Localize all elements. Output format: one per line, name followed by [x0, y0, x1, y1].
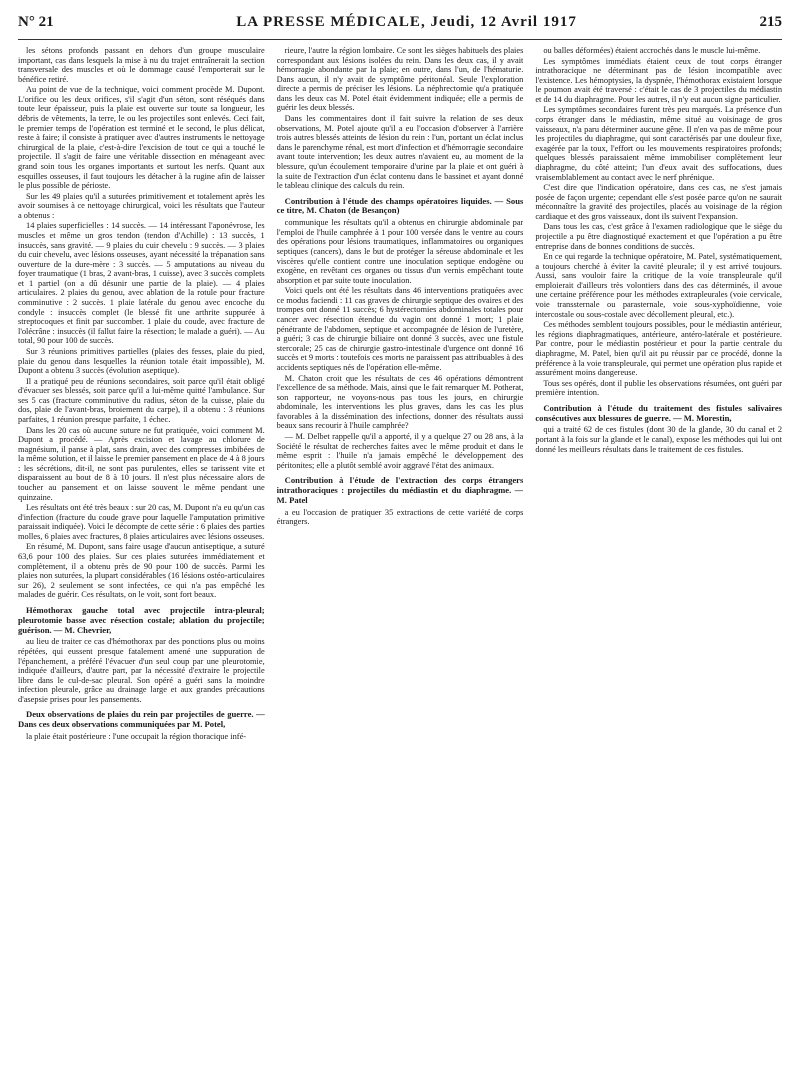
- paragraph: Dans les commentaires dont il fait suivre la relation de ses deux observations, M. Potel ajoute qu'il a eu l'occasion d'observer à l'arrière trois autres blessés atteints de lésion du rein : l'un, portant un éclat inclus dans le parenchyme rénal, est mort d'infection et d'hémorragie secondaire avant toute intervention; les deux autres n'avaient eu, au moment de la blessure, qu'un écoulement temporaire d'urine par la plaie et ont guéri à la suite de l'extraction d'un éclat contenu dans le bassinet et ayant donné le tableau clinique des calculs du rein.: [276, 114, 524, 191]
- column-2: [277, 46, 524, 1074]
- paragraph: les sétons profonds passant en dehors d'un groupe musculaire important, cas dans lesquels la mise à nu du trajet entraînerait la section transversale des muscles et où le dommage causé l'emporterait sur le bénéfice retiré.: [18, 46, 265, 84]
- paragraph: communique les résultats qu'il a obtenus en chirurgie abdominale par l'emploi de l'huile camphrée à 1 pour 100 versée dans le ventre au cours des opérations pour lésions traumatiques, inflammatoires ou organiques septiques (cancers), dans le but de protéger la séreuse abdominale et les viscères qu'elle contient contre une inoculation septique endogène ou exogène, en revêtant ces organes ou tissus d'un vernis empêchant toute absorption et par suite toute inoculation.: [276, 218, 524, 285]
- paragraph: C'est dire que l'indication opératoire, dans ces cas, ne s'est jamais posée de façon urgente; cependant elle s'est posée parce qu'on ne saurait méconnaître la gravité des projectiles, placés au voisinage de la région cardiaque et des gros vaisseaux, dont ils suivent l'expansion.: [535, 183, 782, 221]
- masthead-title: LA PRESSE MÉDICALE, Jeudi, 12 Avril 1917: [236, 14, 577, 30]
- paragraph: ou balles déformées) étaient accrochés dans le muscle lui-même.: [543, 46, 761, 55]
- paragraph: Ces méthodes semblent toujours possibles, pour le médiastin antérieur, les régions diaphragmatiques, antérieure, antéro-latérale et postérieure. Par contre, pour le médiastin postérieur et pour la partie centrale du diaphragme, M. Patel, bien qu'il ait pu réussir par ce procédé, donne la préférence à la voie transpleurale, qui permet une opération plus rapide et assurément moins dangereuse.: [535, 320, 782, 378]
- section-heading: Contribution à l'étude du traitement des fistules salivaires consécutives aux blessures de guerre. — M. Morestin,: [535, 402, 782, 423]
- paragraph: la plaie était postérieure : l'une occupait la région thoracique infé-: [26, 731, 247, 741]
- page-number: 215: [759, 14, 782, 30]
- paragraph: Tous ses opérés, dont il publie les observations résumées, ont guéri par première intention.: [535, 378, 782, 398]
- section-heading: Deux observations de plaies du rein par projectiles de guerre. — Dans ces deux observations communiquées par M. Potel,: [18, 709, 265, 730]
- paragraph: Au point de vue de la technique, voici comment procède M. Dupont. L'orifice ou les deux orifices, s'il s'agit d'un séton, sont réséqués dans toute leur épaisseur, puis la plaie est ouverte sur toute sa longueur, les débris de vêtements, la terre, le ou les projectiles sont enlevés. Ceci fait, le premier temps de l'opération est terminé et le second, le plus délicat, reste à faire; il consiste à pratiquer avec d'autres instruments le nettoyage chirurgical de la plaie, c'est-à-dire l'excision de tout ce qui a touché le projectile. Il s'agit de faire une véritable dissection en ménageant avec grand soin tous les organes importants et surtout les nerfs. Quant aux esquilles osseuses, il faut toujours les détacher à la rugine afin de laisser le plus possible de périoste.: [18, 85, 265, 191]
- paragraph: Les symptômes immédiats étaient ceux de tout corps étranger intrathoracique ne déterminant pas de lésion incompatible avec l'existence. Les hémoptysies, la dyspnée, l'hémothorax existaient lorsque le poumon avait été traversé : c'était le cas de 3 projectiles du médiastin et de 14 du diaphragme. Pour les autres, il n'y eut aucun signe particulier.: [535, 56, 782, 104]
- paragraph: au lieu de traiter ce cas d'hémothorax par des ponctions plus ou moins répétées, qui eussent presque fatalement amené une suppuration de l'épanchement, a préféré l'évacuer d'un seul coup par une pleurotomie, indiquée d'ailleurs, d'autre part, par la nécessité d'extraire le projectile libre dans le cul-de-sac pleural. Son opéré a guéri sans la moindre infection pleurale, grâce au drainage large et aux grandes précautions d'asepsie prises pour les pansements.: [18, 637, 265, 704]
- section-heading: Contribution à l'étude de l'extraction des corps étrangers intrathoraciques : projectiles du médiastin et du diaphragme. — M. Patel: [276, 475, 524, 505]
- paragraph: Dans tous les cas, c'est grâce à l'examen radiologique que le siège du projectile a pu être diagnostiqué exactement et que l'opération a pu être entreprise dans de bonnes conditions de succès.: [535, 222, 782, 251]
- section-heading: Contribution à l'étude des champs opératoires liquides. — Sous ce titre, M. Chaton (de Besançon): [276, 195, 524, 216]
- paragraph: 14 plaies superficielles : 14 succès. — 14 intéressant l'aponévrose, les muscles et même un gros tendon (tendon d'Achille) : 13 succès, 1 insuccès, sans gravité. — 9 plaies du cuir chevelu : 9 succès. — 3 plaies du cuir chevelu, avec lésions osseuses, ayant nécessité la trépanation sans ouverture de la dure-mère : 3 succès. — 5 amputations au niveau du foyer traumatique (1 bras, 2 avant-bras, 1 cuisse), avec 3 succès complets et 1 partiel (on a dû désunir une partie de la plaie). — 4 plaies articulaires. 2 plaies du genou, avec ablation de la rotule pour fracture comminutive : 2 succès. 1 plaie latérale du genou avec encoche du condyle : insuccès complet (le blessé fit une arthrite suppurée à streptocoques et finit par succomber. 1 plaie du coude, avec fracture de l'olécrâne : insuccès (il fallut faire la résection; le malade a guéri). — Au total, 90 pour 100 de succès.: [18, 221, 265, 346]
- column-1: [18, 46, 265, 1074]
- section-heading: Hémothorax gauche total avec projectile intra-pleural; pleurotomie basse avec résection costale; ablation du projectile; guérison. — M. Chevrier,: [18, 604, 265, 635]
- paragraph: Sur les 49 plaies qu'il a suturées primitivement et totalement après les avoir soumises à ce nettoyage chirurgical, voici les résultats que l'auteur a obtenus :: [18, 191, 265, 220]
- page-header: [18, 14, 782, 40]
- paragraph: Il a pratiqué peu de réunions secondaires, soit parce qu'il était obligé d'évacuer ses blessés, soit parce qu'il a lui-même quitté l'ambulance. Sur ses 5 cas (fracture comminutive du radius, séton de la cuisse, plaie du dos, plaie de l'avant-bras, broiement du carpe), il a obtenu : 3 réunions parfaites, 1 réunion presque parfaite, 1 échec.: [18, 376, 265, 424]
- paragraph: En ce qui regarde la technique opératoire, M. Patel, systématiquement, a toujours cherché à éviter la cavité pleurale; il y est arrivé toujours. Aussi, sans vouloir faire la critique de la voie transpleurale qu'il emploierait d'ailleurs très volontiers dans des cas déterminés, il avoue une certaine préférence pour les méthodes extrapleurales (voie cervicale, voie transsternale ou parasternale, voie sous-xyphoïdienne, voie intercostale ou sous-costale avec décollement pleural, etc.).: [535, 252, 782, 319]
- paragraph: — M. Delbet rappelle qu'il a apporté, il y a quelque 27 ou 28 ans, à la Société le résultat de recherches faites avec le même produit et dans le même esprit : l'huile n'a jamais empêché le développement des péritonites; elle a plutôt semblé avoir aggravé l'état des animaux.: [276, 431, 524, 470]
- paragraph: Les symptômes secondaires furent très peu marqués. La présence d'un corps étranger dans le médiastin, même situé au voisinage de gros vaisseaux, n'a paru déterminer aucune gêne. Il n'en va pas de même pour les projectiles du diaphragme, qui sont caractérisés par une douleur fixe, exagérée par la toux, l'effort ou les mouvements respiratoires profonds; quelques blessés paraissaient même immobiliser complètement leur diaphragme, du côté atteint; l'un d'eux avait des suffocations, dues vraisemblablement au contact avec le nerf phrénique.: [535, 105, 782, 182]
- issue-number: N° 21: [18, 14, 54, 30]
- paragraph: qui a traité 62 de ces fistules (dont 30 de la glande, 30 du canal et 2 portant à la fois sur la glande et le canal), expose les méthodes qui lui ont donné les meilleurs résultats dans le traitement de ces fistules.: [535, 425, 782, 454]
- paragraph: Sur 3 réunions primitives partielles (plaies des fesses, plaie du pied, plaie du genou dans lesquelles la réunion totale était impossible), M. Dupont a obtenu 3 succès (évolution aseptique).: [18, 346, 265, 376]
- paragraph: rieure, l'autre la région lombaire. Ce sont les sièges habituels des plaies correspondant aux lésions isolées du rein. Dans les deux cas, il y avait hémorragie abondante par la plaie; en outre, dans l'un, de l'hématurie. Dans aucun, il n'y avait de symptôme péritonéal. Seule l'exploration directe a permis de préciser les lésions. La néphrectomie qu'a pratiquée dans les deux cas M. Potel était évidemment indiquée; elle a permis de guérir les deux blessés.: [276, 46, 524, 113]
- article-columns: [18, 46, 782, 1074]
- paragraph: Dans les 20 cas où aucune suture ne fut pratiquée, voici comment M. Dupont a procédé. — Après excision et lavage au chlorure de magnésium, il panse à plat, sans drain, avec des compresses imbibées de la même solution, et il laisse le premier pansement en place de 4 à 8 jours : les sécrétions, dit-il, ne sont pas purulentes, elles se tarissent vite et disparaissent au bout de 8 à 10 jours. Il n'est plus nécessaire alors de toucher au pansement et on laisse souvent le même pendant une quinzaine.: [18, 425, 265, 502]
- paragraph: M. Chaton croit que les résultats de ces 46 opérations démontrent l'excellence de sa méthode. Mais, ainsi que le fait remarquer M. Potherat, son rapporteur, ne voyons-nous pas tous les jours, en chirurgie abdominale, les interventions les plus graves, dans les cas les plus favorables à la dissémination des infections, donner des résultats aussi beaux sans recourir à l'huile camphrée?: [276, 373, 524, 431]
- paragraph: En résumé, M. Dupont, sans faire usage d'aucun antiseptique, a suturé 63,6 pour 100 des plaies. Sur ces plaies suturées immédiatement et complètement, il a obtenu près de 90 pour 100 de succès. Parmi les plaies non suturées, la plupart considérables (16 lésions ostéo-articulaires sur 26), 2 seulement se sont infectées, ce qui n'a pas empêché les malades de guérir. Ces résultats, on le voit, sont fort beaux.: [18, 542, 265, 600]
- paragraph: a eu l'occasion de pratiquer 35 extractions de cette variété de corps étrangers.: [276, 507, 524, 527]
- column-3: [535, 46, 782, 1074]
- paragraph: Les résultats ont été très beaux : sur 20 cas, M. Dupont n'a eu qu'un cas d'infection (fracture du coude grave pour laquelle l'amputation primitive paraissait indiquée). Voici le décompte de cette série : 6 plaies des parties molles, 6 plaies avec fractures, 8 plaies articulaires avec lésions osseuses.: [18, 503, 265, 541]
- paragraph: Voici quels ont été les résultats dans 46 interventions pratiquées avec ce modus faciendi : 11 cas graves de chirurgie septique des ovaires et des trompes ont donné 11 succès; 6 hystérectomies abdominales totales pour cancer avec résection étendue du vagin ont donné 1 mort; 1 plaie pénétrante de l'abdomen, septique et accompagnée de lésion de l'uretère, a guéri; 3 cas de chirurgie biliaire ont donné 3 succès, avec une fistule stercorale; 25 cas de chirurgie gastro-intestinale d'urgence ont donné 16 succès et 9 morts : toutefois ces morts ne paraissent pas attribuables à des accidents septiques nés de l'opération elle-même.: [276, 286, 524, 372]
